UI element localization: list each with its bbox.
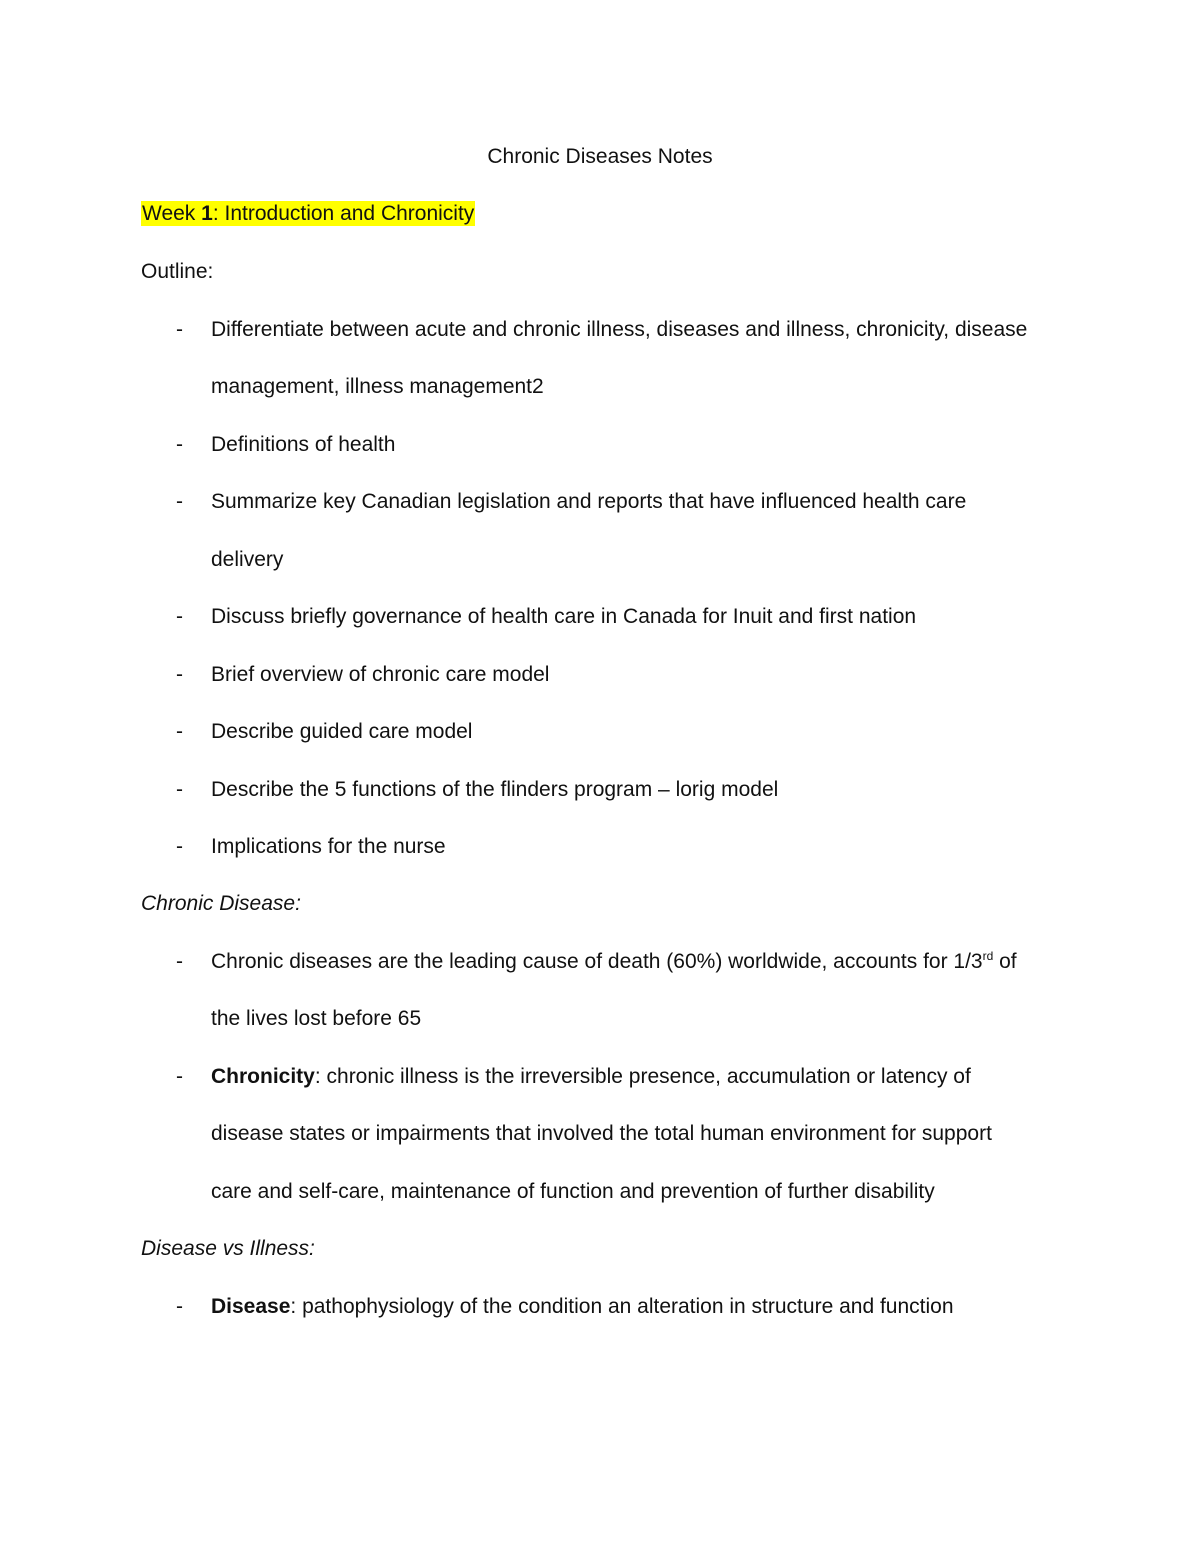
ordinal-superscript: rd bbox=[982, 949, 994, 963]
outline-item-4-line-1: Discuss briefly governance of health care in Canada for Inuit and first nation bbox=[211, 605, 917, 628]
week-heading bbox=[141, 199, 475, 229]
chronicity-term: Chronicity bbox=[211, 1065, 315, 1088]
week-heading-prefix: Week bbox=[142, 202, 202, 225]
outline-item-3-line-1: Summarize key Canadian legislation and reports that have influenced health care bbox=[211, 490, 967, 513]
week-heading-number: 1 bbox=[201, 202, 213, 225]
chronic-disease-item-1-dash: - bbox=[176, 950, 183, 973]
outline-item-5-line-1: Brief overview of chronic care model bbox=[211, 663, 550, 686]
outline-item-8-dash: - bbox=[176, 835, 183, 858]
outline-item-5-dash: - bbox=[176, 663, 183, 686]
outline-item-4-dash: - bbox=[176, 605, 183, 628]
disease-vs-illness-heading: Disease vs Illness: bbox=[141, 1237, 315, 1260]
chronic-disease-item-1-line-1 bbox=[211, 947, 1017, 977]
chronic-disease-item-2-line-1 bbox=[211, 1062, 971, 1092]
document-title: Chronic Diseases Notes bbox=[487, 145, 713, 168]
outline-item-7-line-1: Describe the 5 functions of the flinders program – lorig model bbox=[211, 778, 779, 801]
chronic-disease-item-2-line-3: care and self-care, maintenance of function and prevention of further disability bbox=[211, 1180, 935, 1203]
outline-item-1-line-2: management, illness management2 bbox=[211, 375, 544, 398]
week-heading-highlight bbox=[141, 201, 475, 226]
outline-item-8-line-1: Implications for the nurse bbox=[211, 835, 446, 858]
chronic-disease-item-2-dash: - bbox=[176, 1065, 183, 1088]
disease-term: Disease bbox=[211, 1295, 291, 1318]
outline-heading: Outline: bbox=[141, 260, 214, 283]
disease-vs-illness-item-1-dash: - bbox=[176, 1295, 183, 1318]
chronic-disease-item-1-line-2: the lives lost before 65 bbox=[211, 1007, 422, 1030]
outline-item-1-dash: - bbox=[176, 318, 183, 341]
outline-item-2-dash: - bbox=[176, 433, 183, 456]
outline-item-6-dash: - bbox=[176, 720, 183, 743]
disease-definition: : pathophysiology of the condition an alteration in structure and function bbox=[290, 1295, 954, 1318]
chronic-disease-item-2-line-2: disease states or impairments that involved the total human environment for support bbox=[211, 1122, 992, 1145]
chronic-disease-heading: Chronic Disease: bbox=[141, 892, 301, 915]
outline-item-3-line-2: delivery bbox=[211, 548, 284, 571]
chronic-disease-item-1-text: Chronic diseases are the leading cause of death (60%) worldwide, accounts for 1/3 bbox=[211, 950, 983, 973]
week-heading-suffix: : Introduction and Chronicity bbox=[212, 202, 475, 225]
outline-item-6-line-1: Describe guided care model bbox=[211, 720, 473, 743]
chronicity-definition-start: : chronic illness is the irreversible presence, accumulation or latency of bbox=[314, 1065, 971, 1088]
chronic-disease-item-1-text-end: of bbox=[993, 950, 1017, 973]
outline-item-1-line-1: Differentiate between acute and chronic illness, diseases and illness, chronicity, disease bbox=[211, 318, 1028, 341]
outline-item-3-dash: - bbox=[176, 490, 183, 513]
disease-vs-illness-item-1-line-1 bbox=[211, 1292, 954, 1322]
outline-item-2-line-1: Definitions of health bbox=[211, 433, 396, 456]
outline-item-7-dash: - bbox=[176, 778, 183, 801]
